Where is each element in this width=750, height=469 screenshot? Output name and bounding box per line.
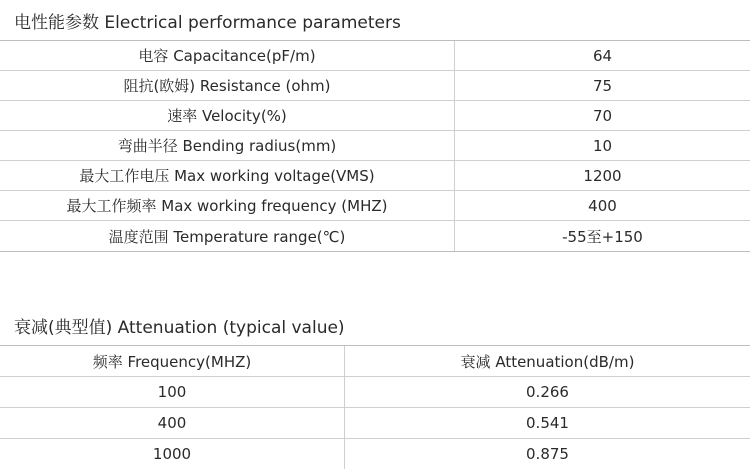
frequency-value: 1000 (0, 439, 345, 469)
param-value: 75 (592, 76, 613, 95)
param-name: 最大工作电压 Max working voltage(VMS) (0, 161, 455, 190)
column-header-attenuation: 衰减 Attenuation(dB/m) (460, 352, 635, 371)
attenuation-section-title: 衰减(典型值) Attenuation (typical value) (14, 318, 345, 338)
table-row (0, 41, 750, 71)
param-name: 电容 Capacitance(pF/m) (0, 41, 455, 70)
table-row (0, 439, 750, 469)
table-row (0, 221, 750, 251)
param-name: 速率 Velocity(%) (0, 101, 455, 130)
param-value: 64 (592, 46, 613, 65)
param-name: 温度范围 Temperature range(℃) (0, 221, 455, 251)
param-value: 70 (592, 106, 613, 125)
param-value: 400 (588, 196, 617, 215)
param-value: 1200 (583, 166, 622, 185)
table-row (0, 377, 750, 408)
frequency-value: 100 (0, 377, 345, 407)
electrical-parameters-table (0, 40, 750, 252)
table-row (0, 191, 750, 221)
param-name: 阻抗(欧姆) Resistance (ohm) (0, 71, 455, 100)
attenuation-value: 0.875 (526, 445, 569, 463)
param-name: 最大工作频率 Max working frequency (MHZ) (0, 191, 455, 220)
attenuation-value: 0.541 (526, 414, 569, 432)
table-row (0, 71, 750, 101)
frequency-value: 400 (0, 408, 345, 438)
table-row (0, 161, 750, 191)
table-header-row (0, 346, 750, 377)
electrical-section-title: 电性能参数 Electrical performance parameters (14, 13, 401, 33)
attenuation-table (0, 345, 750, 469)
param-value: -55至+150 (562, 227, 643, 246)
param-name: 弯曲半径 Bending radius(mm) (0, 131, 455, 160)
table-row (0, 101, 750, 131)
column-header-frequency: 频率 Frequency(MHZ) (0, 346, 345, 376)
param-value: 10 (592, 136, 613, 155)
table-row (0, 408, 750, 439)
attenuation-value: 0.266 (526, 383, 569, 401)
table-row (0, 131, 750, 161)
